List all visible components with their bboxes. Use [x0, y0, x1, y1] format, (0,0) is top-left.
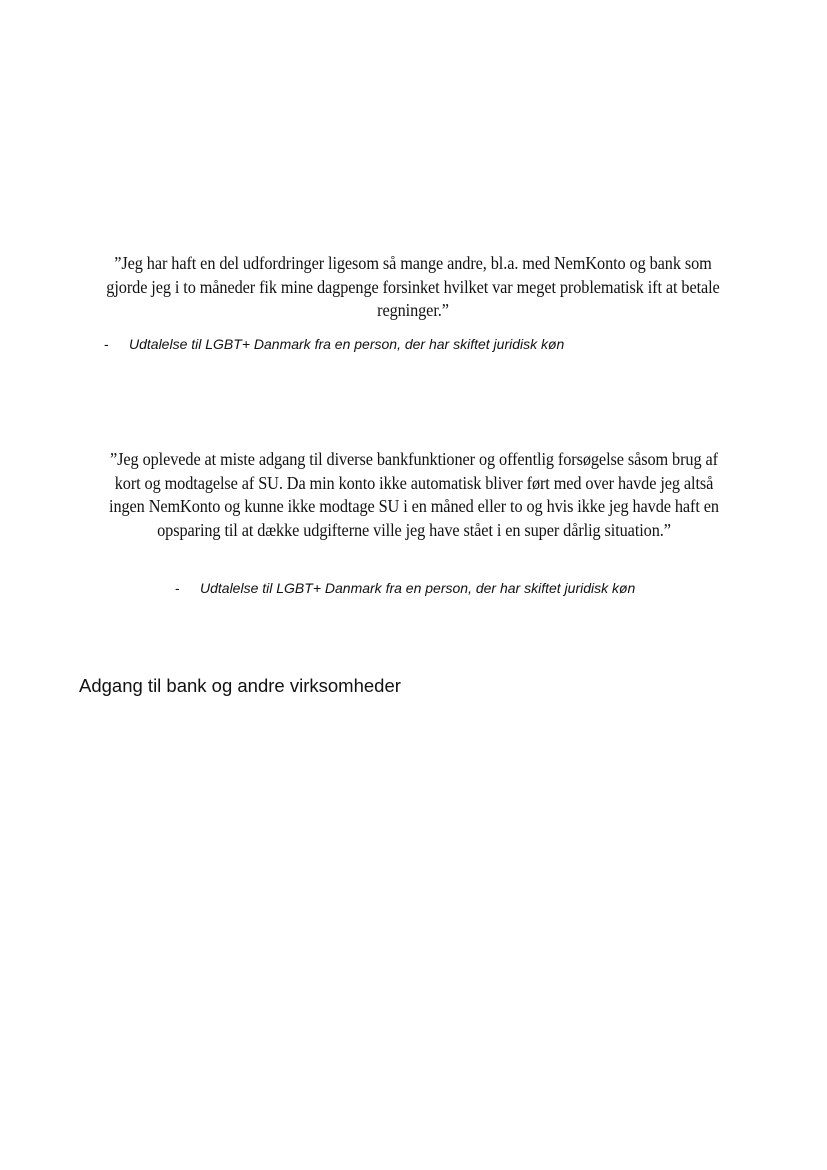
quote-text: ”Jeg har haft en del udfordringer ligesom så mange andre, bl.a. med NemKonto og bank som gjorde jeg i to måneder fik mine dagpenge forsinket hvilket var meget problematisk ift at betale regninger.” — [106, 253, 720, 320]
attribution-dash: - — [175, 580, 180, 596]
attribution-text: Udtalelse til LGBT+ Danmark fra en person, der har skiftet juridisk køn — [129, 336, 565, 352]
quote-attribution — [175, 579, 635, 597]
attribution-text: Udtalelse til LGBT+ Danmark fra en person, der har skiftet juridisk køn — [200, 580, 636, 596]
quote-attribution — [104, 335, 564, 353]
attribution-dash: - — [104, 336, 109, 352]
section-heading: Adgang til bank og andre virksomheder — [79, 675, 401, 696]
quote-text: ”Jeg oplevede at miste adgang til diverse bankfunktioner og offentlig forsøgelse såsom brug af kort og modtagelse af SU. Da min konto ikke automatisk bliver ført med over havde jeg altså ingen NemKonto og kunne ikke modtage SU i en måned eller to og hvis ikke jeg havde haft en opsparing til at dække udgifterne ville jeg have stået i en super dårlig situation.” — [109, 449, 719, 540]
